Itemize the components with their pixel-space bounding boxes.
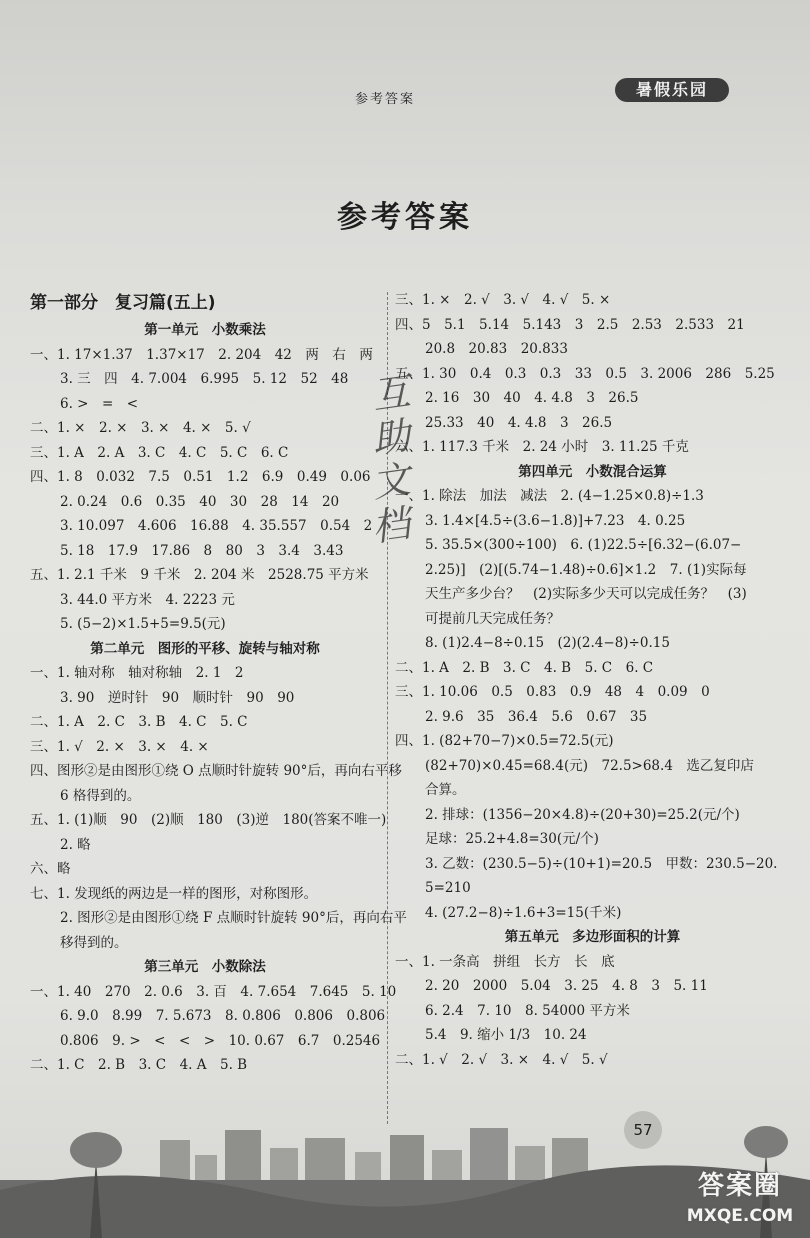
watermark <box>675 1168 805 1228</box>
answer-line: 四、1. (82+70−7)×0.5=72.5(元) <box>395 733 614 749</box>
answer-line: 二、1. C 2. B 3. C 4. A 5. B <box>30 1057 248 1073</box>
answer-line: 五、1. 30 0.4 0.3 0.3 33 0.5 3. 2006 286 5.25 <box>395 365 775 382</box>
answer-line: 2. 排球：(1356−20×4.8)÷(20+30)=25.2(元/个) <box>425 806 740 823</box>
answer-line: 三、1. 10.06 0.5 0.83 0.9 48 4 0.09 0 <box>395 684 710 700</box>
handwritten-annotation <box>369 369 432 550</box>
answer-line: 足球：25.2+4.8=30(元/个) <box>425 831 599 847</box>
answer-line: 一、1. 轴对称 轴对称轴 2. 1 2 <box>30 665 244 681</box>
answer-line: (82+70)×0.45=68.4(元) 72.5>68.4 选乙复印店 <box>425 757 754 774</box>
answer-line: 8. (1)2.4−8÷0.15 (2)(2.4−8)÷0.15 <box>425 635 670 651</box>
answer-line: 三、1. √ 2. × 3. × 4. × <box>30 738 209 755</box>
answer-line: 3. 三 四 4. 7.004 6.995 5. 12 52 48 <box>60 371 349 387</box>
answer-line: 一、1. 一条高 拼组 长方 长 底 <box>395 953 615 970</box>
handwritten-character: 档 <box>369 501 413 550</box>
watermark-url: MXQE.COM <box>686 1206 794 1226</box>
page-title: 参考答案 <box>337 200 473 235</box>
answer-line: 5=210 <box>425 880 471 896</box>
answer-line: 四、1. 8 0.032 7.5 0.51 1.2 6.9 0.49 0.06 <box>30 469 371 485</box>
handwritten-character: 文 <box>369 457 413 506</box>
answer-line: 6 格得到的。 <box>60 787 141 804</box>
answer-line: 七、1. 发现纸的两边是一样的图形，对称图形。 <box>30 885 318 902</box>
answer-line: 5.4 9. 缩小 1/3 10. 24 <box>425 1027 587 1043</box>
answer-line: 25.33 40 4. 4.8 3 26.5 <box>425 414 613 431</box>
answer-line: 0.806 9. > < < > 10. 0.67 6.7 0.2546 <box>60 1032 381 1049</box>
unit-heading: 第四单元 小数混合运算 <box>518 463 667 480</box>
answer-line: 天生产多少台？ (2)实际多少天可以完成任务？ (3) <box>425 586 747 602</box>
answer-line: 三、1. × 2. √ 3. √ 4. √ 5. × <box>395 292 611 308</box>
answer-line: 4. (27.2−8)÷1.6+3=15(千米) <box>425 904 622 921</box>
answer-line: 20.8 20.83 20.833 <box>425 341 568 357</box>
answer-line: 可提前几天完成任务？ <box>425 610 560 627</box>
page-number: 57 <box>624 1111 662 1149</box>
answer-line: 二、1. A 2. B 3. C 4. B 5. C 6. C <box>395 659 654 676</box>
answer-line: 六、略 <box>30 861 71 877</box>
brand-badge: 暑假乐园 <box>615 78 729 102</box>
answer-line: 二、1. √ 2. √ 3. × 4. √ 5. √ <box>395 1051 608 1068</box>
part-title: 第一部分 复习篇(五上) <box>30 293 216 313</box>
answer-line: 5. (5−2)×1.5+5=9.5(元) <box>60 616 226 632</box>
answer-line: 6. 9.0 8.99 7. 5.673 8. 0.806 0.806 0.806 <box>60 1008 386 1024</box>
answer-line: 二、1. A 2. C 3. B 4. C 5. C <box>30 714 248 730</box>
answer-line: 6. 2.4 7. 10 8. 54000 平方米 <box>425 1002 630 1019</box>
answer-line: 2. 9.6 35 36.4 5.6 0.67 35 <box>425 708 648 725</box>
right-answer-lines <box>395 288 790 1072</box>
answer-line: 四、图形②是由图形①绕 O 点顺时针旋转 90°后，再向右平移 <box>30 763 402 779</box>
unit-heading: 第五单元 多边形面积的计算 <box>504 929 681 945</box>
answer-line: 五、1. (1)顺 90 (2)顺 180 (3)逆 180(答案不唯一) <box>30 812 387 828</box>
answer-line: 3. 乙数：(230.5−5)÷(10+1)=20.5 甲数：230.5−20. <box>425 855 778 872</box>
answer-line: 二、1. × 2. × 3. × 4. × 5. √ <box>30 420 251 436</box>
right-column <box>395 288 790 1072</box>
handwritten-character: 互 <box>369 369 413 418</box>
running-header: 参考答案 <box>355 92 416 107</box>
left-column <box>30 288 407 1078</box>
answer-line: 2. 20 2000 5.04 3. 25 4. 8 3 5. 11 <box>425 978 708 994</box>
left-answer-lines <box>30 318 407 1078</box>
unit-heading: 第一单元 小数乘法 <box>144 322 266 338</box>
answer-line: 移得到的。 <box>60 934 128 951</box>
answer-line: 一、1. 17×1.37 1.37×17 2. 204 42 两 右 两 <box>30 346 373 363</box>
answer-line: 六、1. 117.3 千米 2. 24 小时 3. 11.25 千克 <box>395 439 689 455</box>
answer-line: 一、1. 除法 加法 减法 2. (4−1.25×0.8)÷1.3 <box>395 488 704 504</box>
answer-line: 一、1. 40 270 2. 0.6 3. 百 4. 7.654 7.645 5. 10 <box>30 983 397 1000</box>
handwritten-character: 助 <box>369 413 413 462</box>
answer-line: 2. 0.24 0.6 0.35 40 30 28 14 20 <box>60 493 340 510</box>
answer-line: 3. 1.4×[4.5÷(3.6−1.8)]+7.23 4. 0.25 <box>425 512 686 529</box>
answer-line: 3. 44.0 平方米 4. 2223 元 <box>60 591 235 608</box>
unit-heading: 第三单元 小数除法 <box>144 959 266 975</box>
answer-line: 3. 10.097 4.606 16.88 4. 35.557 0.54 2 <box>60 518 373 534</box>
answer-line: 2. 图形②是由图形①绕 F 点顺时针旋转 90°后，再向右平 <box>60 910 407 926</box>
unit-heading: 第二单元 图形的平移、旋转与轴对称 <box>90 640 320 657</box>
watermark-logo: 答案圈 <box>697 1171 782 1201</box>
answer-line: 五、1. 2.1 千米 9 千米 2. 204 米 2528.75 平方米 <box>30 567 369 583</box>
answer-line: 三、1. A 2. A 3. C 4. C 5. C 6. C <box>30 444 289 461</box>
answer-line: 四、5 5.1 5.14 5.143 3 2.5 2.53 2.533 21 <box>395 316 745 333</box>
answer-line: 2. 16 30 40 4. 4.8 3 26.5 <box>425 390 639 406</box>
answer-line: 合算。 <box>425 782 466 798</box>
answer-line: 6. > = < <box>60 395 139 412</box>
answer-line: 2.25)] (2)[(5.74−1.48)÷0.6]×1.2 7. (1)实际每 <box>425 561 747 578</box>
answer-line: 5. 35.5×(300÷100) 6. (1)22.5÷[6.32−(6.07− <box>425 537 742 553</box>
answer-line: 3. 90 逆时针 90 顺时针 90 90 <box>60 689 295 706</box>
answer-line: 5. 18 17.9 17.86 8 80 3 3.4 3.43 <box>60 542 344 559</box>
answer-line: 2. 略 <box>60 836 91 853</box>
